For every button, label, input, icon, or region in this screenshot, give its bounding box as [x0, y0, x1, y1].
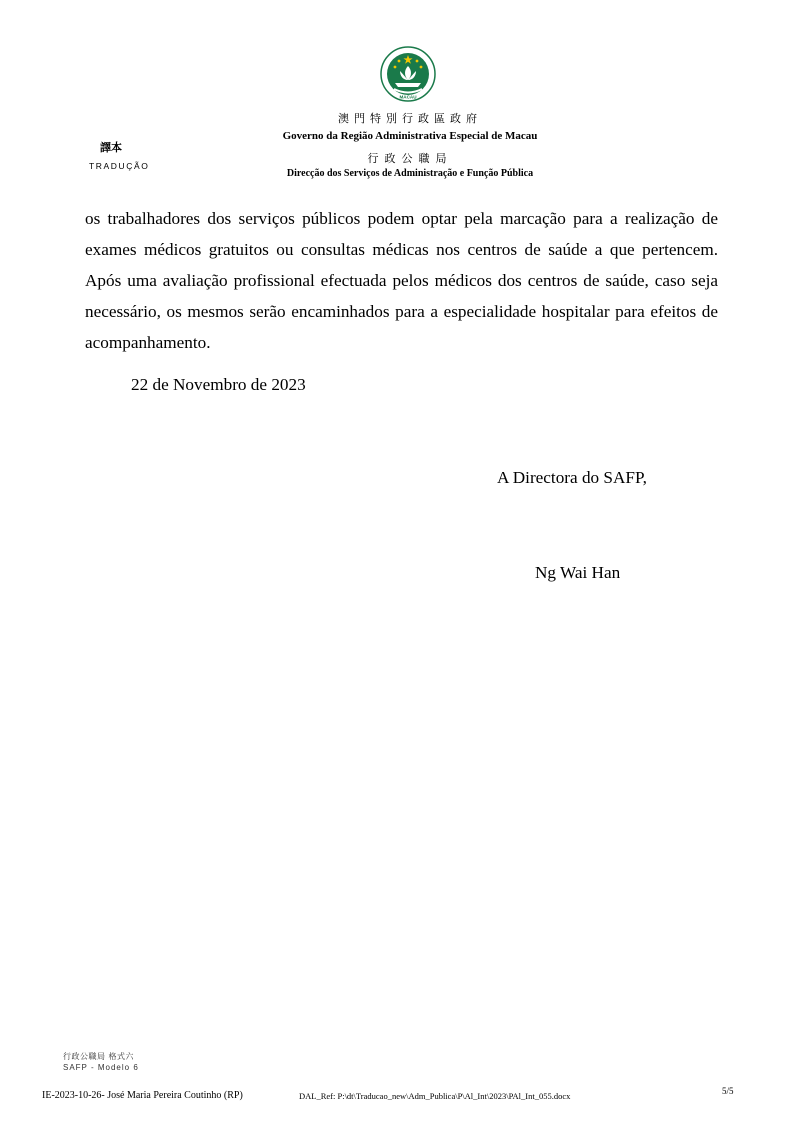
government-name-pt: Governo da Região Administrativa Especial de Macau — [282, 130, 538, 142]
signatory-title: A Directora do SAFP, — [497, 468, 647, 487]
body-paragraph: os trabalhadores dos serviços públicos podem optar pela marcação para a realização de exames médicos gratuitos ou consultas médicas nos centros de saúde a que pertencem. Após uma avaliação profissional efectuada pelos médicos dos centros de saúde, caso seja necessário, os mesmos serão encaminhados para a especialidade hospitalar para efeitos de acompanhamento. — [85, 209, 718, 352]
document-body — [85, 203, 718, 358]
department-name-zh: 行政公職局 — [367, 152, 453, 165]
department-name-pt: Direcção dos Serviços de Administração e Função Pública — [286, 168, 534, 179]
footer-author: IE-2023-10-26- José Maria Pereira Coutinho (RP) — [42, 1090, 243, 1101]
translation-label-pt: TRADUÇÃO — [89, 161, 150, 171]
emblem-label: MACAU — [399, 94, 417, 100]
form-model-pt: SAFP - Modelo 6 — [63, 1063, 139, 1072]
government-name-zh: 澳門特別行政區政府 — [338, 112, 482, 125]
translation-label-zh: 譯本 — [100, 141, 122, 154]
footer-reference: DAL_Ref: P:\dt\Traducao_new\Adm_Publica\P\Al_Int\2023\PAl_Int_055.docx — [299, 1091, 571, 1101]
document-date: 22 de Novembro de 2023 — [131, 375, 306, 394]
page-number: 5/5 — [722, 1086, 734, 1096]
form-model-zh: 行政公職局 格式六 — [63, 1052, 135, 1061]
macau-emblem-icon — [380, 46, 436, 102]
signatory-name: Ng Wai Han — [535, 563, 621, 582]
